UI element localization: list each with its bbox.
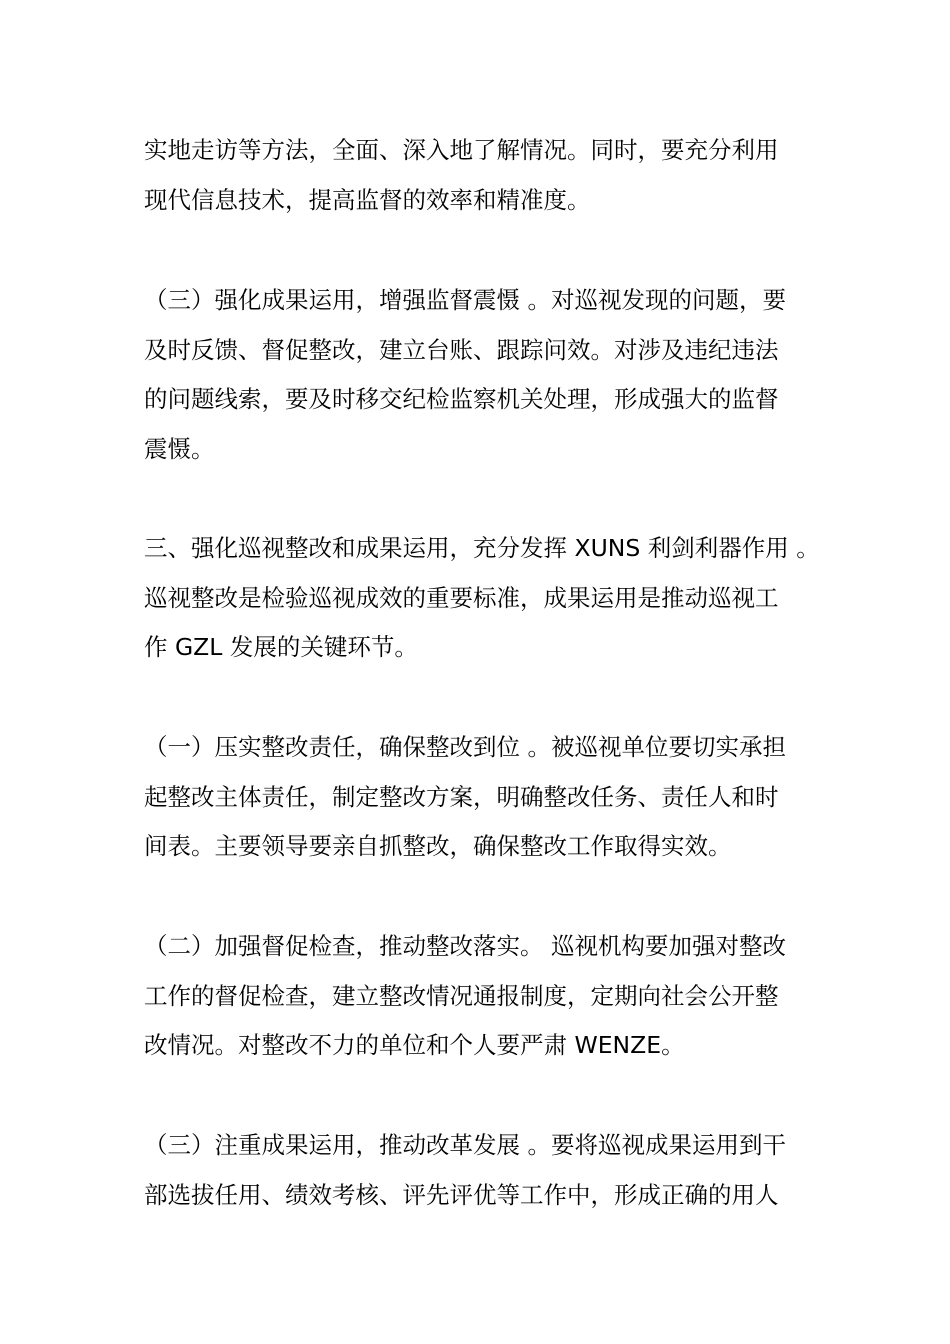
paragraph-methods	[144, 126, 820, 225]
text-line: 起整改主体责任，制定整改方案，明确整改任务、责任人和时	[144, 782, 779, 811]
paragraph-supervision-inspection	[144, 922, 820, 1071]
paragraph-results-deterrence	[144, 276, 820, 474]
text-line: 作 GZL 发展的关键环节。	[144, 633, 418, 661]
section-heading-three	[144, 524, 820, 673]
text-line: 三、强化巡视整改和成果运用，充分发挥 XUNS 利剑利器作用 。	[144, 534, 820, 562]
text-line: （二）加强督促检查，推动整改落实。 巡视机构要加强对整改	[144, 932, 786, 960]
text-line: 现代信息技术，提高监督的效率和精准度。	[144, 185, 591, 214]
text-line: 实地走访等方法，全面、深入地了解情况。同时，要充分利用	[144, 136, 779, 164]
paragraph-rectification-responsibility	[144, 723, 820, 872]
text-line: 工作的督促检查，建立整改情况通报制度，定期向社会公开整	[144, 981, 779, 1010]
text-line: 改情况。对整改不力的单位和个人要严肃 WENZE。	[144, 1031, 685, 1059]
text-line: 震慑。	[144, 434, 215, 463]
text-line: 间表。主要领导要亲自抓整改，确保整改工作取得实效。	[144, 832, 732, 860]
text-line: 部选拔任用、绩效考核、评先评优等工作中，形成正确的用人	[144, 1180, 779, 1209]
text-line: （三）注重成果运用，推动改革发展 。要将巡视成果运用到干	[144, 1131, 786, 1159]
text-line: （一）压实整改责任，确保整改到位 。被巡视单位要切实承担	[144, 733, 786, 761]
text-line: 及时反馈、督促整改，建立台账、跟踪问效。对涉及违纪违法	[144, 335, 779, 364]
text-line: 巡视整改是检验巡视成效的重要标准，成果运用是推动巡视工	[144, 583, 779, 612]
paragraph-results-application	[144, 1121, 820, 1220]
text-line: （三）强化成果运用，增强监督震慑 。对巡视发现的问题，要	[144, 286, 786, 314]
text-line: 的问题线索，要及时移交纪检监察机关处理，形成强大的监督	[144, 385, 779, 413]
